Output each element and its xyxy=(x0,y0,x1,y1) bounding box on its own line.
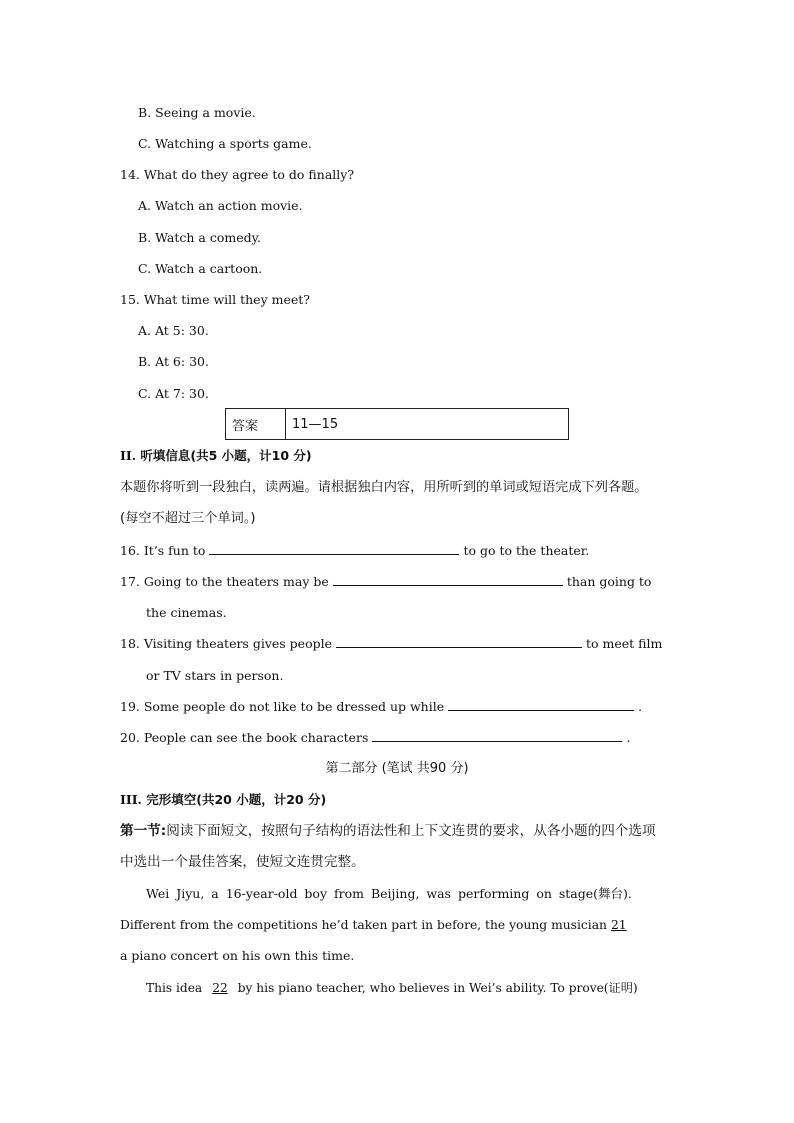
q16-line xyxy=(120,542,589,560)
q15-option-b: B. At 6: 30. xyxy=(138,354,209,369)
q17-answer-blank[interactable] xyxy=(333,573,563,586)
passage-line-4-post: by his piano teacher, who believes in Wei’s ability. To prove(证明) xyxy=(237,981,638,995)
q18-answer-blank[interactable] xyxy=(336,635,582,648)
section3-sub1-text: 阅读下面短文，按照句子结构的语法性和上下文连贯的要求，从各小题的四个选项 xyxy=(166,823,656,839)
passage-line-1: Wei Jiyu, a 16-year-old boy from Beijing, was performing on stage(舞台). xyxy=(146,886,632,901)
section3-heading-text: 完形填空(共20 小题，计20 分) xyxy=(146,792,327,807)
q20-text-post: . xyxy=(626,730,631,745)
section3-sub1-cont: 中选出一个最佳答案，使短文连贯完整。 xyxy=(120,854,365,870)
q19-answer-blank[interactable] xyxy=(448,698,634,711)
q20-answer-blank[interactable] xyxy=(372,729,622,742)
section2-instruction-2: (每空不超过三个单词。) xyxy=(120,511,256,526)
blank-22[interactable]: 22 xyxy=(212,981,228,995)
q14-question: 14. What do they agree to do finally? xyxy=(120,167,355,182)
q18-text-pre: 18. Visiting theaters gives people xyxy=(120,636,332,651)
q19-text-post: . xyxy=(638,699,643,714)
section2-instruction-1: 本题你将听到一段独白，读两遍。请根据独白内容，用所听到的单词或短语完成下列各题。 xyxy=(120,480,648,495)
q14-option-c: C. Watch a cartoon. xyxy=(138,261,263,276)
answer-table xyxy=(225,408,569,440)
q16-text-pre: 16. It’s fun to xyxy=(120,543,206,558)
q20-text-pre: 20. People can see the book characters xyxy=(120,730,369,745)
answer-table-range: 11—15 xyxy=(286,409,569,440)
answer-table-label: 答案 xyxy=(226,409,286,440)
q14-option-a: A. Watch an action movie. xyxy=(138,198,303,213)
passage-line-2-text: Different from the competitions he’d taken part in before, the young musician xyxy=(120,918,607,932)
part2-title: 第二部分 (笔试 共90 分) xyxy=(325,761,469,776)
q15-option-c: C. At 7: 30. xyxy=(138,386,209,401)
q13-option-c: C. Watching a sports game. xyxy=(138,136,312,151)
q15-question: 15. What time will they meet? xyxy=(120,292,310,307)
passage-line-4-pre: This idea xyxy=(146,981,203,995)
q17-text-pre: 17. Going to the theaters may be xyxy=(120,574,329,589)
q18-line xyxy=(120,635,662,653)
passage-line-4 xyxy=(146,979,638,997)
passage-line-3: a piano concert on his own this time. xyxy=(120,948,355,963)
passage-line-2 xyxy=(120,916,631,934)
q18-continuation: or TV stars in person. xyxy=(146,668,284,683)
section3-sub1-label: 第一节: xyxy=(120,823,167,839)
blank-21[interactable]: 21 xyxy=(610,918,627,932)
q17-continuation: the cinemas. xyxy=(146,605,227,620)
section2-heading-text: 听填信息(共5 小题，计10 分) xyxy=(140,448,312,463)
q19-line xyxy=(120,698,642,716)
q13-option-b: B. Seeing a movie. xyxy=(138,105,256,120)
q20-line xyxy=(120,729,630,747)
section3-sub1 xyxy=(120,822,656,840)
section3-heading xyxy=(120,791,326,809)
section3-heading-roman: III. xyxy=(120,792,142,807)
q16-text-post: to go to the theater. xyxy=(463,543,590,558)
section2-heading xyxy=(120,447,312,465)
q17-text-post: than going to xyxy=(566,574,652,589)
q18-text-post: to meet film xyxy=(586,636,663,651)
q14-option-b: B. Watch a comedy. xyxy=(138,230,261,245)
q15-option-a: A. At 5: 30. xyxy=(138,323,209,338)
q16-answer-blank[interactable] xyxy=(209,542,459,555)
section2-heading-roman: II. xyxy=(120,448,137,463)
q17-line xyxy=(120,573,651,591)
q19-text-pre: 19. Some people do not like to be dressed up while xyxy=(120,699,445,714)
